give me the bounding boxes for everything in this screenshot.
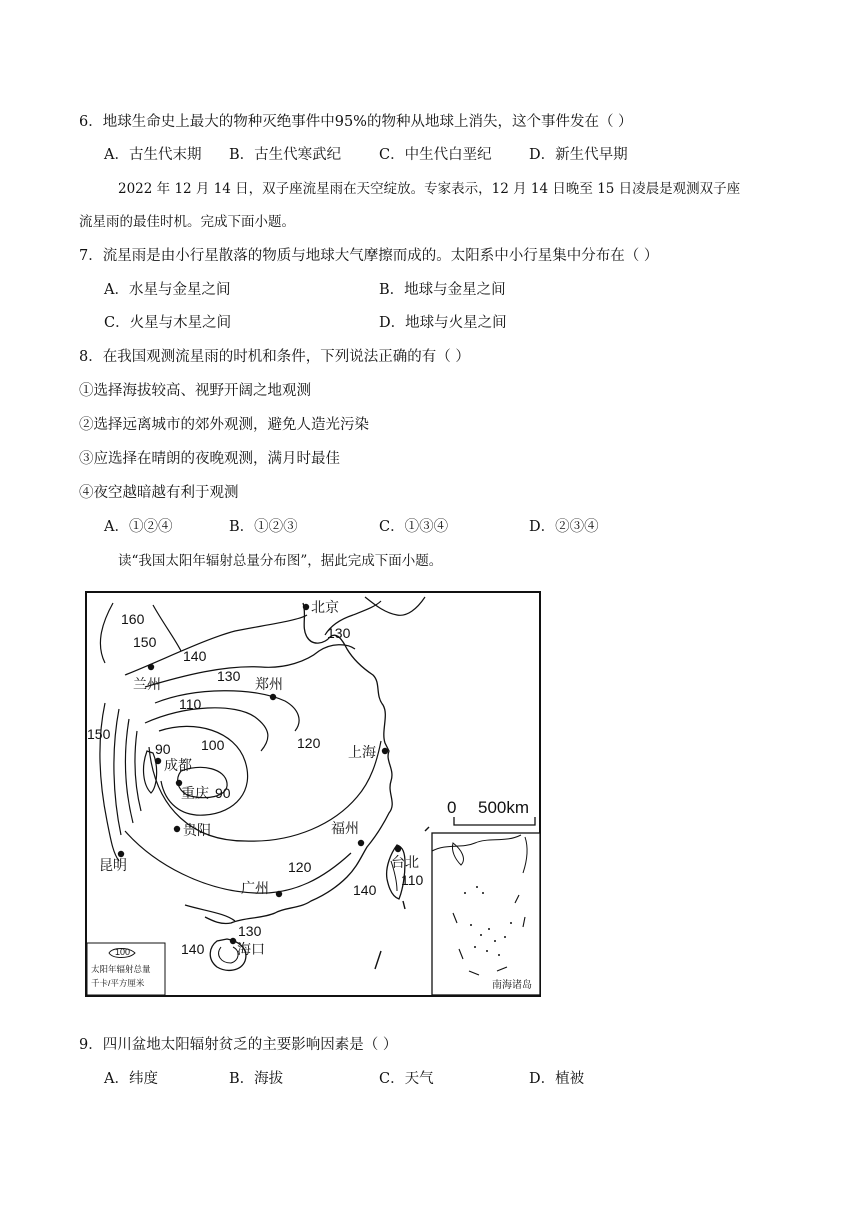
passage-meteor-line1: 2022 年 12 月 14 日，双子座流星雨在天空绽放。专家表示，12 月 14 日晚至 15 日凌晨是观测双子座	[118, 181, 741, 197]
isoline-label-110-taiwan: 110	[401, 872, 424, 888]
city-label-fuzhou: 福州	[331, 820, 359, 836]
q8-option-c: C．①③④	[379, 519, 449, 535]
isoline-label-150-north: 150	[133, 634, 157, 650]
isoline-label-130-haikou: 130	[238, 923, 262, 939]
south-china-sea-inset	[432, 833, 540, 995]
passage-map-intro: 读“我国太阳年辐射总量分布图”，据此完成下面小题。	[118, 553, 443, 569]
city-label-zhengzhou: 郑州	[255, 676, 283, 692]
q6-option-c: C．中生代白垩纪	[379, 147, 492, 163]
isoline-label-90-chongqing: 90	[215, 785, 231, 801]
city-label-lanzhou: 兰州	[133, 676, 161, 692]
city-label-guangzhou: 广州	[241, 880, 269, 896]
isoline-label-120-east: 120	[297, 735, 321, 751]
isoline-label-90-west: 90	[155, 741, 171, 757]
legend-line2: 千卡/平方厘米	[91, 978, 145, 988]
isoline-label-140: 140	[183, 648, 207, 664]
q8-statement-3: ③应选择在晴朗的夜晚观测，满月时最佳	[79, 451, 340, 467]
isoline-label-100: 100	[201, 737, 225, 753]
q8-statement-1: ①选择海拔较高、视野开阔之地观测	[79, 383, 311, 399]
isoline-label-120-south: 120	[288, 859, 312, 875]
city-label-shanghai: 上海	[348, 744, 376, 760]
q9-option-b: B．海拔	[229, 1071, 284, 1087]
scale-distance: 500km	[478, 798, 530, 817]
legend-value: 100	[115, 947, 131, 957]
city-dot-taibei	[395, 846, 401, 852]
q9-option-a: A．纬度	[104, 1071, 158, 1087]
q9-option-d: D．植被	[529, 1071, 585, 1087]
city-label-guiyang: 贵阳	[183, 822, 211, 838]
q6-option-d: D．新生代早期	[529, 147, 628, 163]
city-dot-zhengzhou	[270, 694, 276, 700]
q6-option-b: B．古生代寒武纪	[229, 147, 342, 163]
question-9-stem: 9．四川盆地太阳辐射贫乏的主要影响因素是（ ）	[79, 1037, 398, 1053]
legend-line1: 太阳年辐射总量	[91, 964, 151, 974]
city-label-beijing: 北京	[311, 599, 339, 615]
scale-zero: 0	[447, 798, 457, 817]
isoline-label-150-west: 150	[87, 726, 111, 742]
isoline-label-130-east: 130	[327, 625, 351, 641]
q8-statement-2: ②选择远离城市的郊外观测，避免人造光污染	[79, 417, 369, 433]
isoline-label-140-taiwan: 140	[353, 882, 377, 898]
city-dot-lanzhou	[148, 664, 154, 670]
q8-option-a: A．①②④	[104, 519, 173, 535]
city-label-chongqing: 重庆	[181, 785, 209, 801]
q9-option-c: C．天气	[379, 1071, 434, 1087]
isoline-label-140-haikou: 140	[181, 941, 205, 957]
isoline-label-160: 160	[121, 611, 145, 627]
city-dot-chengdu	[155, 758, 161, 764]
city-dot-fuzhou	[358, 840, 364, 846]
map-legend	[87, 943, 165, 995]
question-8-stem: 8．在我国观测流星雨的时机和条件，下列说法正确的有（ ）	[79, 349, 470, 365]
city-dot-guangzhou	[276, 891, 282, 897]
city-label-taibei: 台北	[391, 854, 419, 870]
q6-option-a: A．古生代末期	[104, 147, 202, 163]
city-label-chengdu: 成都	[164, 757, 192, 773]
isoline-label-130-west: 130	[217, 668, 241, 684]
q7-option-b: B．地球与金星之间	[379, 282, 506, 298]
city-dot-haikou	[230, 938, 236, 944]
inset-label: 南海诸岛	[492, 980, 532, 991]
q7-option-d: D．地球与火星之间	[379, 315, 507, 331]
city-dot-shanghai	[382, 748, 388, 754]
city-dot-guiyang	[174, 826, 180, 832]
q8-option-d: D．②③④	[529, 519, 599, 535]
q8-statement-4: ④夜空越暗越有利于观测	[79, 485, 239, 501]
city-label-kunming: 昆明	[99, 857, 127, 873]
isoline-label-110: 110	[179, 696, 202, 712]
q8-option-b: B．①②③	[229, 519, 298, 535]
solar-radiation-map	[85, 591, 541, 997]
question-7-stem: 7．流星雨是由小行星散落的物质与地球大气摩擦而成的。太阳系中小行星集中分布在（ ）	[79, 248, 659, 264]
city-dot-beijing	[303, 604, 309, 610]
question-6-stem: 6．地球生命史上最大的物种灭绝事件中95%的物种从地球上消失，这个事件发在（ ）	[79, 114, 633, 130]
q7-option-a: A．水星与金星之间	[104, 282, 231, 298]
q7-option-c: C．火星与木星之间	[104, 315, 232, 331]
city-label-haikou: 海口	[237, 941, 265, 957]
passage-meteor-line2: 流星雨的最佳时机。完成下面小题。	[79, 214, 295, 230]
